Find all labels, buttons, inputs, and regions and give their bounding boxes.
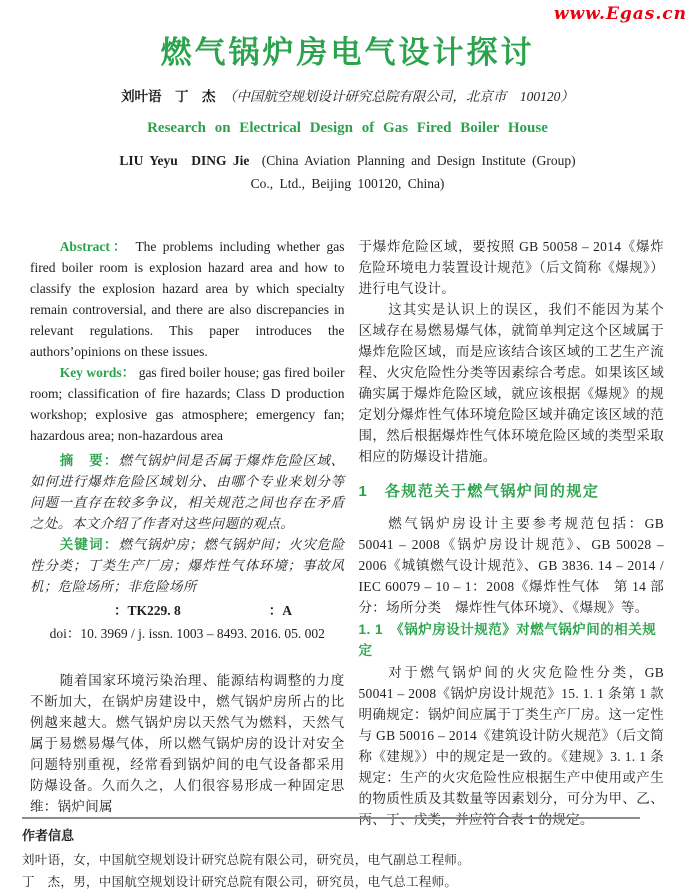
authors-en-line: [0, 149, 695, 169]
abstract-en-text: The problems including whether gas fired boiler room is explosion hazard area and how to classify the explosion hazard area by which specialty remain controversial, and there are also discrepancies in relevant regulations. This paper introduces the authors’opinions on these issues.: [30, 239, 345, 359]
paper-title-zh: 燃气锅炉房电气设计探讨: [160, 35, 535, 70]
section-1-heading: 1 各规范关于燃气锅炉间的规定: [358, 483, 600, 500]
author-info-heading: 作者信息: [22, 828, 75, 843]
abstract-en-label: Abstract：: [59, 239, 130, 254]
clc-line: [30, 600, 345, 621]
two-column-body: [0, 236, 695, 830]
keywords-zh-paragraph: [30, 534, 345, 597]
section-1-1-paragraph: 对于燃气锅炉间的火灾危险性分类，GB 50041 – 2008《锅炉房设计规范》15. 1. 1 条第 1 款明确规定：锅炉间应属于丁类生产厂房。这一定性与 GB 50016 – 2014《建筑设计防火规范》（后文简称《建规》）中的规定是一致的。《建规》3. 1. 1 条规定：生产的火灾危险性应根据生产中使用或产生的物质性质及其数量等因素划分，可分为甲、乙、丙、丁、戊类，并应符合表 1 的规定。: [358, 665, 664, 827]
watermark-url: www.Egas.cn: [553, 4, 687, 24]
keywords-en-label: Key words：: [59, 365, 136, 380]
document-code: ：A: [268, 603, 293, 618]
keywords-en-text: gas fired boiler house; gas fired boiler room; classification of fire hazards; Class D production workshop; explosive gas atmosphere; emergency fan; hazardous area; non-hazardous area: [30, 365, 345, 443]
author-info-line-2: 丁 杰，男，中国航空规划设计研究总院有限公司，研究员，电气总工程师。: [22, 875, 458, 889]
author-info-footer: [22, 817, 640, 893]
clc-number: ：TK229. 8: [114, 603, 181, 618]
affiliation-en-line2: Co., Ltd., Beijing 100120, China): [250, 176, 445, 191]
left-column: [30, 236, 345, 830]
author-names-en: LIU Yeyu DING Jie: [119, 153, 250, 168]
keywords-zh-label: 关键词：: [59, 537, 119, 552]
paper-title-en: Research on Electrical Design of Gas Fired Boiler House: [147, 120, 548, 136]
intro-paragraph: 随着国家环境污染治理、能源结构调整的力度不断加大，在锅炉房建设中，燃气锅炉房所占的比例越来越大。燃气锅炉房以天然气为燃料，天然气属于易燃易爆气体，所以燃气锅炉房的设计对安全问题特别重视，经常看到锅炉间的电气设备都采用防爆设备。久而久之，人们很容易形成一种固定思维：锅炉间属: [30, 673, 345, 814]
author-info-line-1: 刘叶语，女，中国航空规划设计研究总院有限公司，研究员，电气副总工程师。: [22, 853, 471, 867]
affiliation-zh: （中国航空规划设计研究总院有限公司，北京市 100120）: [222, 89, 574, 104]
authors-zh-line: [0, 85, 695, 105]
section-1-paragraph: 燃气锅炉房设计主要参考规范包括：GB 50041 – 2008《锅炉房设计规范》、GB 50028 – 2006《城镇燃气设计规范》、GB 3836. 14 – 2014 / IEC 60079 – 10 – 1：2008《爆炸性气体 第 14 部分：场所分类 爆炸性气体环境》、《爆规》等。: [358, 516, 664, 615]
abstract-zh-label: 摘 要：: [59, 453, 119, 468]
abstract-zh-paragraph: [30, 450, 345, 534]
author-names-zh: 刘叶语 丁 杰: [121, 89, 216, 104]
abstract-en-paragraph: [30, 236, 345, 362]
doi-line: doi：10. 3969 / j. issn. 1003 – 8493. 2016. 05. 002: [49, 626, 325, 641]
abstract-zh-text: 燃气锅炉间是否属于爆炸危险区域、如何进行爆炸危险区域划分、由哪个专业来划分等问题一直存在较多争议，相关规范之间也存在矛盾之处。本文介绍了作者对这些问题的观点。: [30, 453, 345, 531]
misconception-paragraph: 这其实是认识上的误区，我们不能因为某个区域存在易燃易爆气体，就简单判定这个区域属于爆炸危险区域，而是应该结合该区域的工艺生产流程、火灾危险性分类等因素综合考虑。如果该区域确实属于爆炸危险区域，就应该根据《爆规》的规定划分爆炸性气体环境危险区域并确定该区域的范围，然后根据爆炸性气体环境危险区域的类型采取相应的防爆设计措施。: [358, 302, 664, 464]
keywords-en-paragraph: [30, 362, 345, 446]
continued-paragraph: 于爆炸危险区域，要按照 GB 50058 – 2014《爆炸危险环境电力装置设计规范》（后文简称《爆规》）进行电气设计。: [358, 239, 664, 296]
affiliation-en-line1: (China Aviation Planning and Design Institute (Group): [261, 153, 576, 168]
right-column: [359, 236, 665, 830]
keywords-zh-text: 燃气锅炉房；燃气锅炉间；火灾危险性分类；丁类生产厂房；爆炸性气体环境；事故风机；危险场所；非危险场所: [30, 537, 345, 594]
section-1-1-heading: 1. 1 《锅炉房设计规范》对燃气锅炉间的相关规定: [358, 622, 657, 658]
